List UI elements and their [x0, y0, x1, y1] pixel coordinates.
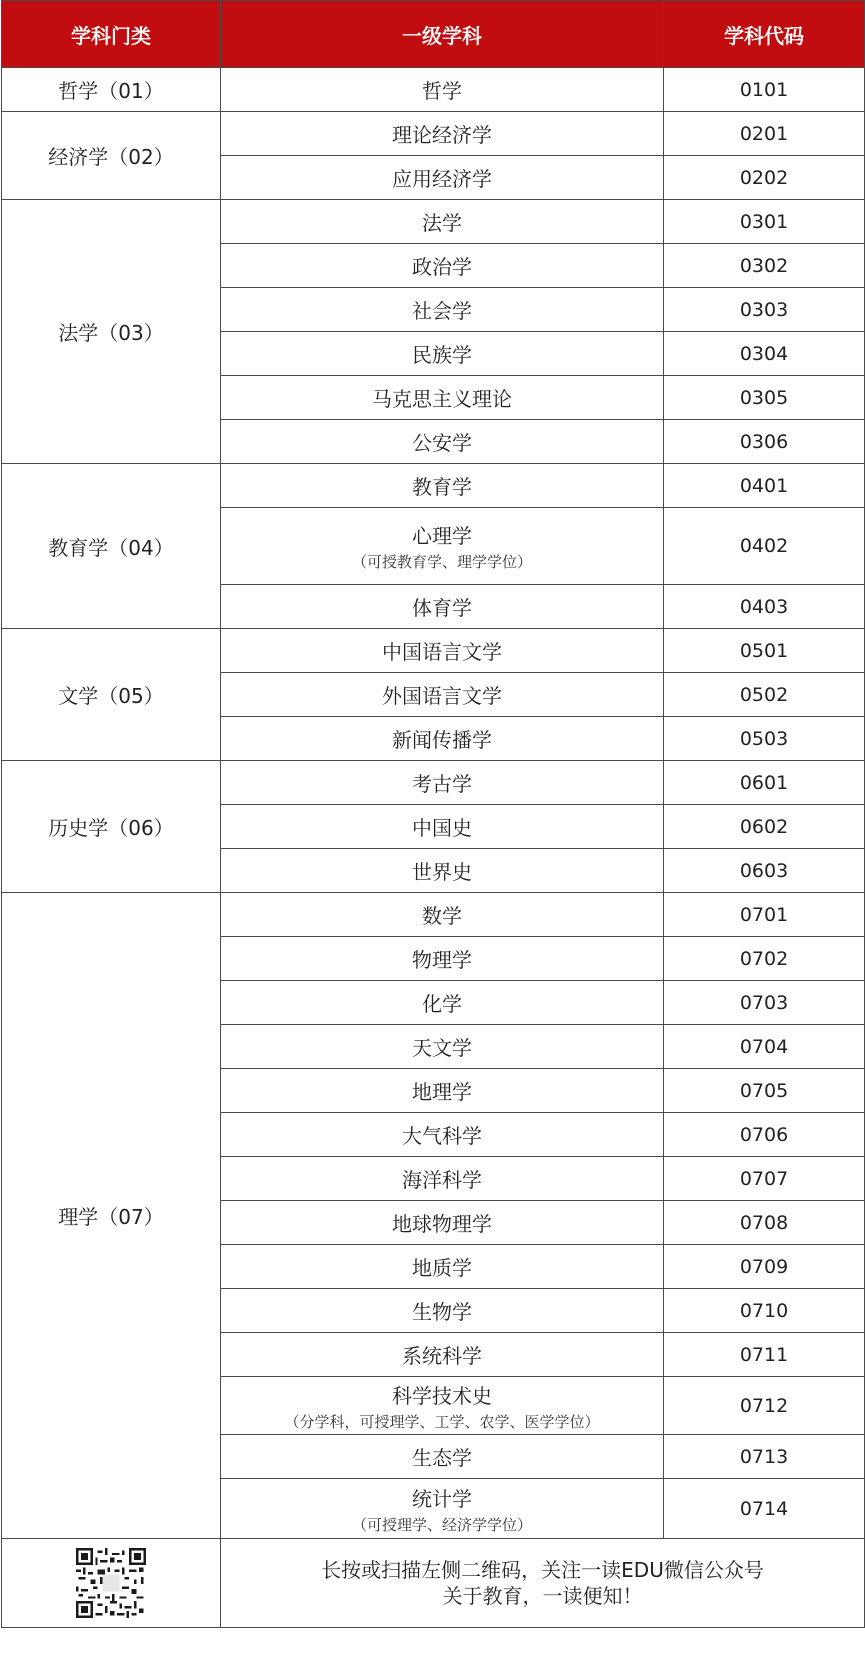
- subject-name: 物理学: [412, 948, 472, 972]
- subject-code-cell: 0502: [664, 673, 865, 717]
- category-cell: 历史学（06）: [2, 761, 221, 893]
- subject-code-cell: 0101: [664, 68, 865, 112]
- subject-code-cell: 0705: [664, 1069, 865, 1113]
- qr-code-graphic: [76, 1548, 146, 1618]
- subject-code-cell: 0702: [664, 937, 865, 981]
- subject-code-cell: 0701: [664, 893, 865, 937]
- subject-code-cell: 0713: [664, 1435, 865, 1479]
- category-cell: 文学（05）: [2, 629, 221, 761]
- subject-name: 中国史: [412, 816, 472, 840]
- subject-cell: [221, 761, 664, 805]
- subject-code-cell: 0501: [664, 629, 865, 673]
- subject-code-cell: 0202: [664, 156, 865, 200]
- subject-name: 教育学: [412, 475, 472, 499]
- subject-code-cell: 0711: [664, 1333, 865, 1377]
- subject-name: 中国语言文学: [382, 640, 502, 664]
- subject-cell: [221, 1333, 664, 1377]
- subject-name: 法学: [422, 211, 462, 235]
- subject-name: 民族学: [412, 343, 472, 367]
- subject-cell: [221, 112, 664, 156]
- subject-code-cell: 0201: [664, 112, 865, 156]
- subject-name: 大气科学: [402, 1124, 482, 1148]
- footer-qr-cell: [2, 1539, 221, 1628]
- subject-note: （可授教育学、理学学位）: [351, 553, 532, 571]
- subject-name: 体育学: [412, 596, 472, 620]
- category-cell: 教育学（04）: [2, 464, 221, 629]
- subject-name: 系统科学: [402, 1344, 482, 1368]
- table-row: [2, 629, 865, 673]
- subject-code-cell: 0601: [664, 761, 865, 805]
- subject-name: 政治学: [412, 255, 472, 279]
- subject-code-cell: 0302: [664, 244, 865, 288]
- table-row: [2, 68, 865, 112]
- subject-note: （分学科，可授理学、工学、农学、医学学位）: [284, 1412, 600, 1431]
- subject-name: 哲学: [422, 79, 462, 103]
- subject-name: 化学: [422, 992, 462, 1016]
- subject-cell: [221, 673, 664, 717]
- subject-name: 考古学: [412, 772, 472, 796]
- header-category: 学科门类: [2, 1, 221, 68]
- subject-name: 统计学: [412, 1486, 472, 1511]
- header-subject: 一级学科: [221, 1, 664, 68]
- table-body: [2, 68, 865, 1539]
- subject-cell: [221, 585, 664, 629]
- subject-cell: [221, 420, 664, 464]
- subject-code-cell: 0503: [664, 717, 865, 761]
- subject-cell: [221, 508, 664, 585]
- subject-code-cell: 0704: [664, 1025, 865, 1069]
- subject-cell: [221, 717, 664, 761]
- subject-cell: [221, 1069, 664, 1113]
- category-cell: 法学（03）: [2, 200, 221, 464]
- subject-name: 理论经济学: [392, 123, 492, 147]
- subject-cell: [221, 464, 664, 508]
- subject-name: 心理学: [412, 524, 472, 548]
- footer-line-2: 关于教育，一读便知！: [442, 1584, 643, 1608]
- category-cell: 哲学（01）: [2, 68, 221, 112]
- subject-code-cell: 0306: [664, 420, 865, 464]
- subject-cell: [221, 1025, 664, 1069]
- subject-code-cell: 0703: [664, 981, 865, 1025]
- subject-cell: [221, 1113, 664, 1157]
- subject-cell: [221, 805, 664, 849]
- subject-name: 应用经济学: [392, 167, 492, 191]
- footer-text-cell: [221, 1539, 865, 1628]
- subject-cell: [221, 332, 664, 376]
- subject-cell: [221, 200, 664, 244]
- subject-name: 马克思主义理论: [372, 387, 512, 411]
- category-cell: 理学（07）: [2, 893, 221, 1539]
- subject-cell: [221, 1201, 664, 1245]
- subject-name: 外国语言文学: [382, 684, 502, 708]
- subject-cell: [221, 376, 664, 420]
- subject-code-cell: 0710: [664, 1289, 865, 1333]
- subject-code-cell: 0708: [664, 1201, 865, 1245]
- subject-cell: [221, 937, 664, 981]
- subject-cell: [221, 893, 664, 937]
- subject-code-cell: 0301: [664, 200, 865, 244]
- subject-code-cell: 0303: [664, 288, 865, 332]
- footer-line-1: 长按或扫描左侧二维码，关注一读EDU微信公众号: [321, 1558, 764, 1582]
- subject-code-cell: 0304: [664, 332, 865, 376]
- subject-cell: [221, 244, 664, 288]
- subject-code-cell: 0712: [664, 1377, 865, 1435]
- subject-cell: [221, 629, 664, 673]
- subject-code-cell: 0603: [664, 849, 865, 893]
- subject-code-cell: 0706: [664, 1113, 865, 1157]
- table-row: [2, 464, 865, 508]
- table-row: [2, 893, 865, 937]
- category-cell: 经济学（02）: [2, 112, 221, 200]
- subject-cell: [221, 1157, 664, 1201]
- table-row: [2, 200, 865, 244]
- subject-code-cell: 0403: [664, 585, 865, 629]
- subject-code-cell: 0714: [664, 1479, 865, 1539]
- subject-note: （可授理学、经济学学位）: [351, 1515, 532, 1534]
- footer-row: [2, 1539, 865, 1628]
- subject-code-cell: 0602: [664, 805, 865, 849]
- subject-cell: [221, 1245, 664, 1289]
- subject-name: 海洋科学: [402, 1168, 482, 1192]
- subject-name: 生态学: [412, 1446, 472, 1470]
- subject-name: 公安学: [412, 431, 472, 455]
- subject-cell: [221, 1479, 664, 1539]
- subject-cell: [221, 68, 664, 112]
- subject-name: 地球物理学: [392, 1212, 492, 1236]
- table-header-row: [2, 1, 865, 68]
- subject-code-cell: 0707: [664, 1157, 865, 1201]
- header-code: 学科代码: [664, 1, 865, 68]
- subject-cell: [221, 1289, 664, 1333]
- subject-code-cell: 0305: [664, 376, 865, 420]
- subject-name: 生物学: [412, 1300, 472, 1324]
- subject-name: 世界史: [412, 860, 472, 884]
- table-row: [2, 761, 865, 805]
- subject-cell: [221, 981, 664, 1025]
- subject-code-cell: 0402: [664, 508, 865, 585]
- subject-name: 社会学: [412, 299, 472, 323]
- subject-name: 地理学: [412, 1080, 472, 1104]
- subject-cell: [221, 849, 664, 893]
- subject-code-cell: 0709: [664, 1245, 865, 1289]
- qr-code-icon[interactable]: [76, 1548, 146, 1618]
- subject-name: 数学: [422, 904, 462, 928]
- subject-name: 地质学: [412, 1256, 472, 1280]
- subject-cell: [221, 156, 664, 200]
- subject-name: 天文学: [412, 1036, 472, 1060]
- table-row: [2, 112, 865, 156]
- discipline-table: [1, 0, 865, 1628]
- subject-cell: [221, 1435, 664, 1479]
- subject-cell: [221, 288, 664, 332]
- subject-cell: [221, 1377, 664, 1435]
- subject-name: 科学技术史: [392, 1383, 492, 1408]
- subject-name: 新闻传播学: [392, 728, 492, 752]
- subject-code-cell: 0401: [664, 464, 865, 508]
